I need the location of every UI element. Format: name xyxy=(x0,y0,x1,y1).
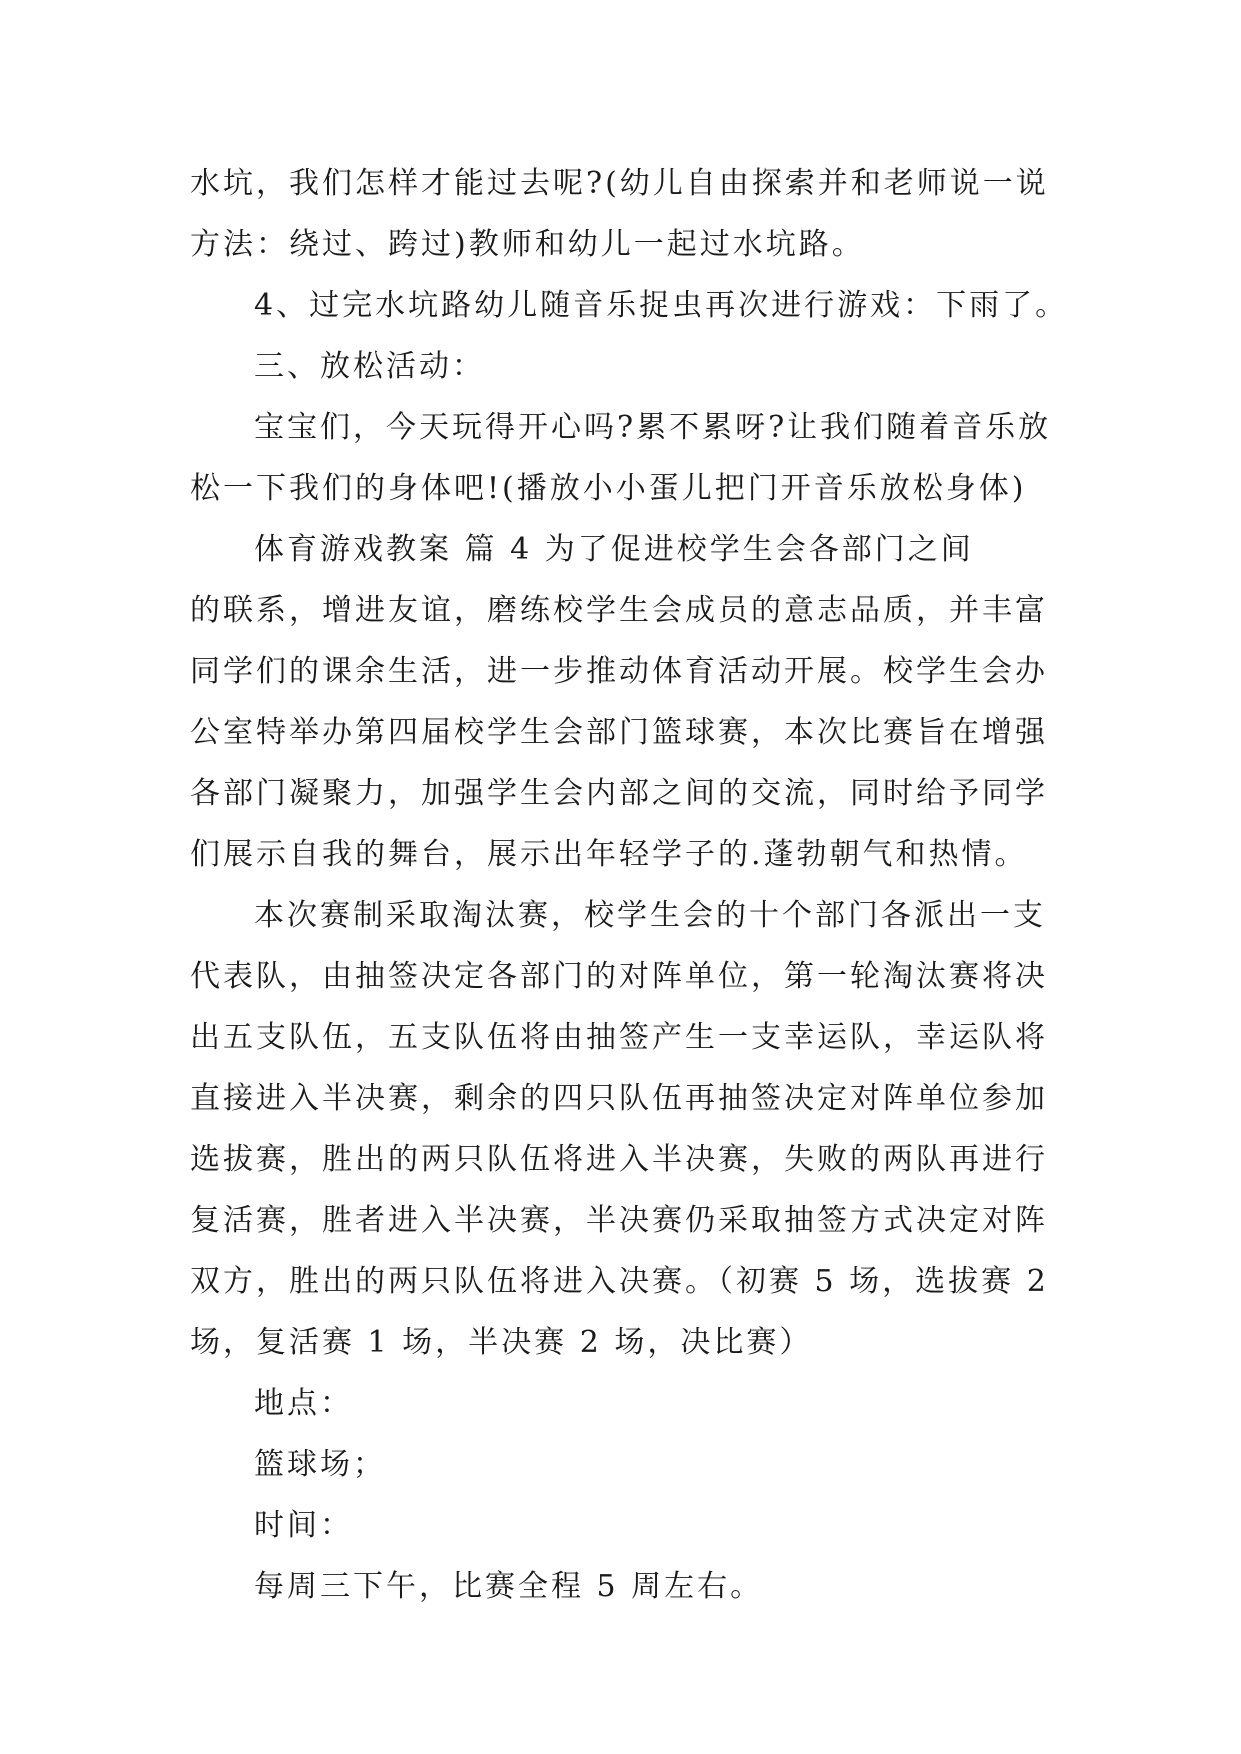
text-line: 出五支队伍，五支队伍将由抽签产生一支幸运队，幸运队将 xyxy=(190,1020,1048,1055)
text-line: 松一下我们的身体吧!(播放小小蛋儿把门开音乐放松身体) xyxy=(190,471,1027,506)
text-line: 场，复活赛 1 场，半决赛 2 场，决比赛） xyxy=(190,1325,813,1360)
text-line: 双方，胜出的两只队伍将进入决赛。（初赛 5 场，选拔赛 2 xyxy=(190,1264,1049,1299)
text-line: 地点： xyxy=(254,1386,353,1421)
text-line: 宝宝们，今天玩得开心吗?累不累呀?让我们随着音乐放 xyxy=(254,410,1052,445)
document-body xyxy=(190,153,1070,1617)
text-line: 代表队，由抽签决定各部门的对阵单位，第一轮淘汰赛将决 xyxy=(190,959,1048,994)
text-line: 们展示自我的舞台，展示出年轻学子的.蓬勃朝气和热情。 xyxy=(190,837,1028,872)
text-line: 直接进入半决赛，剩余的四只队伍再抽签决定对阵单位参加 xyxy=(190,1081,1048,1116)
text-line: 水坑，我们怎样才能过去呢?(幼儿自由探索并和老师说一说 xyxy=(190,166,1049,201)
text-line: 4、过完水坑路幼儿随音乐捉虫再次进行游戏：下雨了。 xyxy=(254,288,1069,323)
text-line: 复活赛，胜者进入半决赛，半决赛仍采取抽签方式决定对阵 xyxy=(190,1203,1048,1238)
text-line: 各部门凝聚力，加强学生会内部之间的交流，同时给予同学 xyxy=(190,776,1048,811)
text-line: 选拔赛，胜出的两只队伍将进入半决赛，失败的两队再进行 xyxy=(190,1142,1048,1177)
text-line: 本次赛制采取淘汰赛，校学生会的十个部门各派出一支 xyxy=(254,898,1046,933)
text-line: 方法：绕过、跨过)教师和幼儿一起过水坑路。 xyxy=(190,227,865,262)
text-line: 的联系，增进友谊，磨练校学生会成员的意志品质，并丰富 xyxy=(190,593,1048,628)
text-line: 三、放松活动： xyxy=(254,349,485,384)
text-line: 公室特举办第四届校学生会部门篮球赛，本次比赛旨在增强 xyxy=(190,715,1048,750)
text-line: 时间： xyxy=(254,1508,353,1543)
text-line: 同学们的课余生活，进一步推动体育活动开展。校学生会办 xyxy=(190,654,1048,689)
text-line: 体育游戏教案 篇 4 为了促进校学生会各部门之间 xyxy=(254,532,974,567)
text-line: 篮球场； xyxy=(254,1447,386,1482)
text-line: 每周三下午，比赛全程 5 周左右。 xyxy=(254,1569,764,1604)
